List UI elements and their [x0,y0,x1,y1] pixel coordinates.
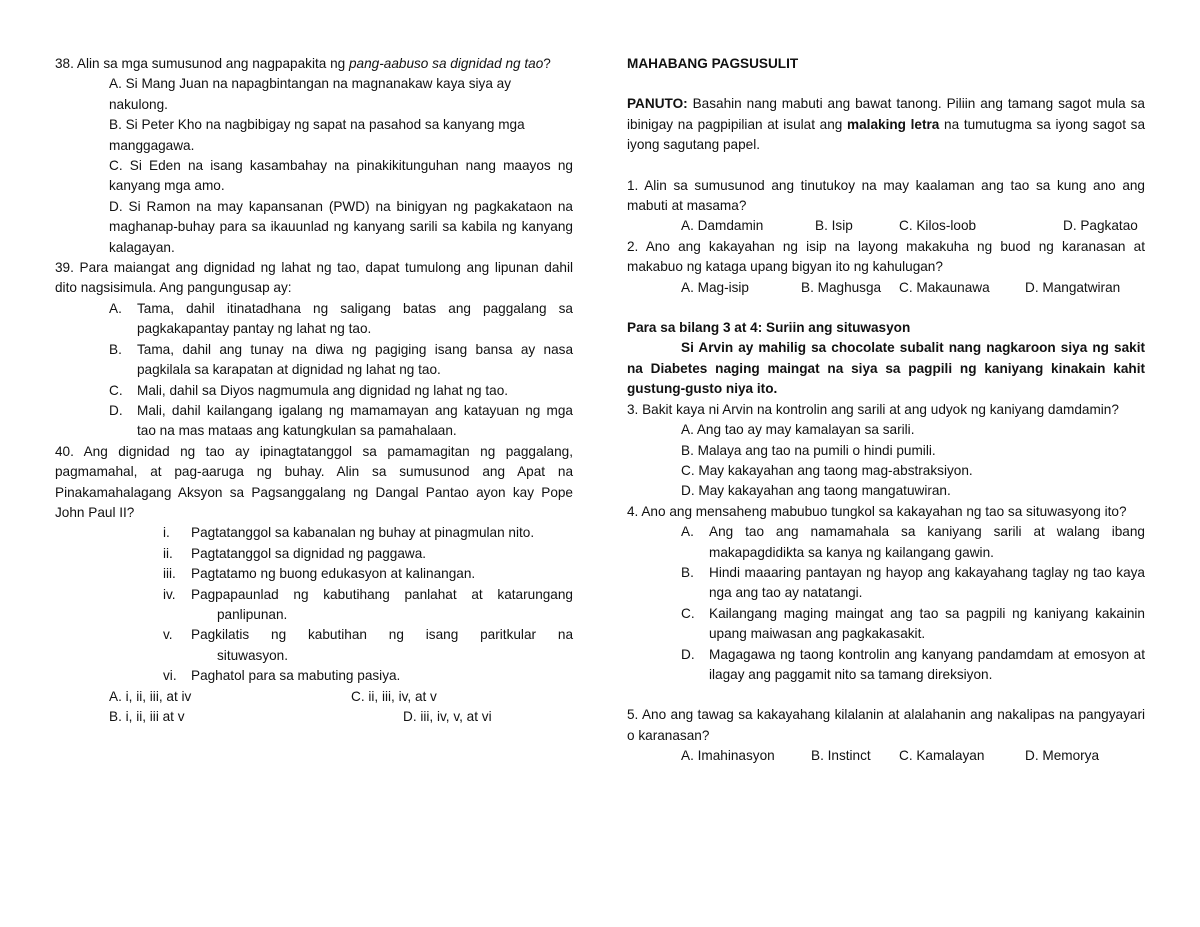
right-column [627,54,1145,767]
spacer [627,298,1145,318]
q40-item-ii [163,544,573,564]
q39-option-a-text: Tama, dahil itinatadhana ng saligang batas ang paggalang sa pagkakapantay pantay ng lahat ng tao. [137,300,573,337]
q38-option-d: D. Si Ramon na may kapansanan (PWD) na binigyan ng pagkakataon na maghanap-buhay para sa ikauunlad ng kanyang sarili sa kabila ng kanyang kalagayan. [109,198,573,255]
q39-option-c [55,381,573,401]
q39-option-d-text: Mali, dahil kailangang igalang ng mamamayan ang katayuan ng mga tao na mas mataas ang katungkulan sa pamahalaan. [137,402,573,439]
q40-item-i-num: i. [163,525,170,541]
q40-choices-row-2 [55,707,573,727]
q2-choice-c: C. Makaunawa [899,279,990,295]
q39-option-a [55,299,573,340]
q39-option-c-text: Mali, dahil sa Diyos nagmumula ang dignidad ng lahat ng tao. [137,382,509,398]
q2-choices [627,278,1145,298]
q40-choices-row-1 [55,687,573,707]
q5-choice-c: C. Kamalayan [899,748,985,764]
instructions [627,94,1145,155]
question-5-stem: 5. Ano ang tawag sa kakayahang kilalanin at alalahanin ang nakalipas na pangyayari o karanasan? [627,707,1145,743]
q4-option-d [627,645,1145,686]
q40-item-vi-text: Paghatol para sa mabuting pasiya. [191,668,401,684]
q5-choice-d: D. Memorya [1025,748,1100,764]
q4-option-a-letter: A. [681,524,694,540]
question-39-stem: 39. Para maiangat ang dignidad ng lahat ng tao, dapat tumulong ang lipunan dahil dito nagsisimula. Ang pangungusap ay: [55,260,573,296]
q40-item-ii-num: ii. [163,545,173,561]
q40-item-ii-text: Pagtatanggol sa dignidad ng paggawa. [191,545,427,561]
q2-choice-a: A. Mag-isip [681,279,749,295]
q38-stem-end: ? [543,56,551,71]
q4-option-d-text: Magagawa ng taong kontrolin ang kanyang pandamdam at emosyon at ilagay ang paggamit nito sa tamang direksiyon. [709,646,1145,682]
q40-item-iii-text: Pagtatamo ng buong edukasyon at kalinangan. [191,566,476,582]
question-38-stem [55,54,573,74]
q39-option-b-text: Tama, dahil ang tunay na diwa ng pagiging isang bansa ay nasa pagkilala sa karapatan at dignidad ng lahat ng tao. [137,341,573,378]
q1-choice-c: C. Kilos-loob [899,218,977,234]
spacer [627,685,1145,705]
q40-item-v-num: v. [163,627,173,643]
q3-option-c: C. May kakayahan ang taong mag-abstraksiyon. [681,462,973,478]
q40-choice-b: B. i, ii, iii at v [109,709,185,724]
q4-option-b-letter: B. [681,564,694,580]
instructions-text: Basahin nang mabuti ang bawat tanong. Piliin ang tamang sagot mula sa ibinigay na pagpipilian at isulat ang [627,96,1145,132]
q40-item-v [163,625,573,666]
q3-option-a: A. Ang tao ay may kamalayan sa sarili. [681,422,915,438]
q40-item-iv-num: iv. [163,586,176,602]
q1-choice-d: D. Pagkatao [1063,218,1138,234]
q40-item-iv [163,585,573,626]
spacer [627,74,1145,94]
q40-item-v-text: Pagkilatis ng kabutihan ng isang paritkular na situwasyon. [191,627,573,663]
q39-option-a-letter: A. [109,300,122,316]
question-2-stem: 2. Ano ang kakayahan ng isip na layong makakuha ng buod ng karanasan at makabuo ng kataga upang bigyan ito ng kahulugan? [627,238,1145,275]
q39-option-c-letter: C. [109,382,123,398]
q3-option-b: B. Malaya ang tao na pumili o hindi pumili. [681,442,936,458]
q39-option-b [55,340,573,381]
question-3-stem: 3. Bakit kaya ni Arvin na kontrolin ang sarili at ang udyok ng kaniyang damdamin? [627,401,1119,417]
situation-label: Para sa bilang 3 at 4: Suriin ang situwasyon [627,320,911,336]
q5-choice-a: A. Imahinasyon [681,748,775,764]
q39-option-b-letter: B. [109,341,122,357]
q40-item-i [163,523,573,543]
q40-item-vi-num: vi. [163,668,177,684]
spacer [627,156,1145,176]
q4-option-c [627,604,1145,645]
q4-option-b [627,563,1145,604]
q4-option-a [627,522,1145,563]
q40-item-iv-text: Pagpapaunlad ng kabutihang panlahat at katarungang panlipunan. [191,586,573,622]
q4-option-c-text: Kailangang maging maingat ang tao sa pagpili ng kaniyang kakainin upang maiwasan ang pagkakasakit. [709,605,1145,642]
q4-option-d-letter: D. [681,646,695,662]
q38-option-c: C. Si Eden na isang kasambahay na pinakikitunguhan nang maayos ng kanyang mga amo. [109,158,573,194]
q40-item-i-text: Pagtatanggol sa kabanalan ng buhay at pinagmulan nito. [191,525,535,541]
q39-options [55,299,573,442]
question-4-stem: 4. Ano ang mensaheng mabubuo tungkol sa kakayahan ng tao sa situwasyong ito? [627,503,1127,519]
q40-choice-d: D. iii, iv, v, at vi [403,709,492,724]
q38-option-b-text: B. Si Peter Kho na nagbibigay ng sapat na pasahod sa kanyang mga manggagawa. [109,117,525,153]
q40-item-iii [163,564,573,584]
q2-choice-b: B. Maghusga [801,279,882,295]
q38-option-a: A. Si Mang Juan na napagbintangan na magnanakaw kaya siya ay nakulong. [109,76,512,112]
q4-option-a-text: Ang tao ang namamahala sa kaniyang sarili at walang ibang makapagdidikta sa kanya ng kailangang gawin. [709,524,1145,560]
question-40-stem: 40. Ang dignidad ng tao ay ipinagtatanggol sa pamamagitan ng paggalang, pagmamahal, at pag-aaruga ng buhay. Alin sa sumusunod ang Apat na Pinakamahalagang Aksyon sa Pagsanggalang ng Dangal Pantao ayon kay Pope John Paul II? [55,443,573,520]
q5-choice-b: B. Instinct [811,748,871,764]
q38-stem-text: Alin sa mga sumusunod ang nagpapakita ng [73,56,349,71]
q38-option-b [55,115,573,156]
q40-item-vi [163,666,573,686]
q1-choice-a: A. Damdamin [681,218,764,234]
q39-option-d-letter: D. [109,402,123,418]
instructions-end: na tumutugma sa iyong sagot sa iyong sagutang papel. [627,116,1146,153]
q5-choices [627,746,1145,766]
q4-option-b-text: Hindi maaaring pantayan ng hayop ang kakayahang taglay ng tao kaya nga ang tao ay natatangi. [709,564,1145,601]
q40-item-iii-num: iii. [163,566,176,582]
q40-choice-c: C. ii, iii, iv, at v [351,688,437,704]
situation-text: Si Arvin ay mahilig sa chocolate subalit nang nagkaroon siya ng sakit na Diabetes naging maingat na siya sa pagpili ng kaniyang kinakain kahit gustung-gusto niya ito. [627,340,1145,397]
q4-option-c-letter: C. [681,605,695,621]
exam-heading: MAHABANG PAGSUSULIT [627,56,799,71]
question-1-stem: 1. Alin sa sumusunod ang tinutukoy na may kaalaman ang tao sa kung ano ang mabuti at masama? [627,177,1145,214]
q2-choice-d: D. Mangatwiran [1025,279,1121,295]
q3-option-d: D. May kakayahan ang taong mangatuwiran. [681,483,951,499]
q40-choice-a: A. i, ii, iii, at iv [109,688,192,704]
q39-option-d [55,401,573,442]
q38-number: 38. [55,56,74,71]
instructions-label: PANUTO: [627,96,688,112]
q38-stem-emphasis: pang-aabuso sa dignidad ng tao [349,56,544,71]
q1-choices [627,216,1145,236]
q40-items [55,523,573,686]
left-column [55,54,573,727]
q1-choice-b: B. Isip [815,218,853,234]
instructions-bold: malaking letra [847,116,940,132]
